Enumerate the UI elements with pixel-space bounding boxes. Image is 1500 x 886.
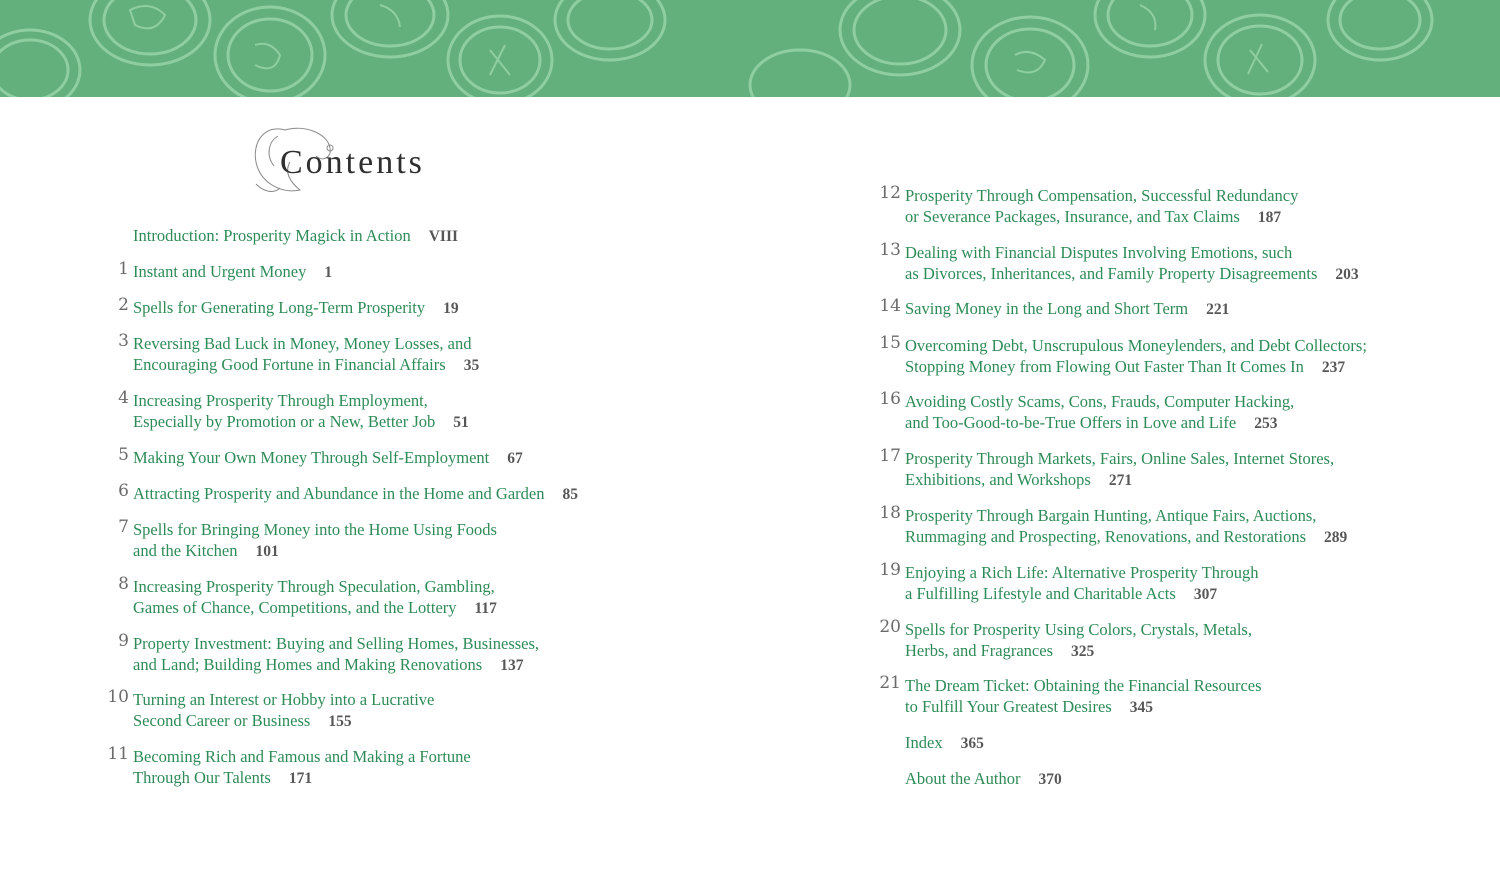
chapter-title bbox=[905, 768, 1062, 790]
chapter-title-line: Property Investment: Buying and Selling Homes, Businesses, bbox=[133, 634, 540, 653]
chapter-title-line: Attracting Prosperity and Abundance in the Home and Garden 85 bbox=[133, 484, 578, 503]
chapter-title-line: Spells for Generating Long-Term Prosperity 19 bbox=[133, 298, 459, 317]
chapter-number: 14 bbox=[879, 296, 901, 316]
chapter-title bbox=[133, 746, 471, 789]
chapter-number: 21 bbox=[879, 673, 901, 693]
chapter-number: 7 bbox=[118, 517, 129, 537]
page-number: 85 bbox=[562, 486, 578, 503]
chapter-title bbox=[133, 483, 578, 505]
chapter-title-line: About the Author 370 bbox=[905, 769, 1062, 788]
page-number: 325 bbox=[1070, 643, 1095, 660]
toc-entry bbox=[879, 296, 1230, 320]
chapter-title bbox=[133, 576, 497, 619]
page-number: 171 bbox=[288, 770, 313, 787]
toc-entry bbox=[118, 574, 497, 619]
chapter-number: 5 bbox=[118, 445, 129, 465]
chapter-title-line: or Severance Packages, Insurance, and Tax Claims 187 bbox=[905, 207, 1282, 226]
chapter-title-line: and Too-Good-to-be-True Offers in Love and Life 253 bbox=[905, 413, 1278, 432]
chapter-number: 11 bbox=[107, 744, 129, 764]
chapter-title-line: Overcoming Debt, Unscrupulous Moneylenders, and Debt Collectors; bbox=[905, 336, 1367, 355]
chapter-number: 2 bbox=[118, 295, 129, 315]
page-number: 370 bbox=[1038, 771, 1062, 788]
toc-entry bbox=[118, 259, 333, 283]
chapter-title-line: and the Kitchen 101 bbox=[133, 541, 279, 560]
chapter-title-line: Stopping Money from Flowing Out Faster Than It Comes In 237 bbox=[905, 357, 1346, 376]
chapter-number: 15 bbox=[879, 333, 901, 353]
chapter-title-line: to Fulfill Your Greatest Desires 345 bbox=[905, 697, 1153, 716]
chapter-number: 18 bbox=[879, 503, 901, 523]
toc-entry bbox=[879, 673, 1262, 718]
chapter-title bbox=[905, 675, 1262, 718]
chapter-title bbox=[905, 505, 1347, 548]
page-number: 51 bbox=[453, 414, 469, 431]
chapter-title-line: Prosperity Through Compensation, Successful Redundancy bbox=[905, 186, 1299, 205]
toc-entry bbox=[879, 560, 1259, 605]
chapter-title bbox=[133, 633, 539, 676]
toc-entry bbox=[107, 744, 471, 789]
page-number: 221 bbox=[1206, 301, 1230, 318]
chapter-title bbox=[133, 333, 479, 376]
chapter-title bbox=[133, 297, 459, 319]
chapter-number: 9 bbox=[118, 631, 129, 651]
page-number: 365 bbox=[960, 735, 984, 752]
toc-entry bbox=[879, 617, 1252, 662]
chapter-number: 4 bbox=[118, 388, 129, 408]
chapter-title bbox=[905, 562, 1258, 605]
page-number: 35 bbox=[463, 357, 480, 374]
chapter-title-line: Introduction: Prosperity Magick in Action VIII bbox=[133, 226, 459, 245]
chapter-title bbox=[133, 447, 523, 469]
chapter-title-line: Encouraging Good Fortune in Financial Affairs 35 bbox=[133, 355, 480, 374]
toc-entry bbox=[118, 295, 459, 319]
chapter-title bbox=[905, 732, 984, 754]
chapter-number: 3 bbox=[118, 331, 129, 351]
chapter-title bbox=[905, 619, 1252, 662]
chapter-number: 19 bbox=[879, 560, 901, 580]
chapter-title bbox=[905, 335, 1367, 378]
toc-entry bbox=[905, 768, 1062, 790]
chapter-number: 17 bbox=[879, 446, 901, 466]
page-number: 271 bbox=[1108, 472, 1133, 489]
toc-entry bbox=[118, 331, 480, 376]
chapter-title-line: Prosperity Through Bargain Hunting, Antique Fairs, Auctions, bbox=[905, 506, 1317, 525]
chapter-title-line: Turning an Interest or Hobby into a Lucrative bbox=[133, 690, 435, 709]
page-number: 345 bbox=[1129, 699, 1153, 716]
chapter-title-line: Games of Chance, Competitions, and the Lottery 117 bbox=[133, 598, 497, 617]
chapter-title bbox=[133, 689, 434, 732]
page-number: 117 bbox=[474, 600, 497, 617]
chapter-number: 12 bbox=[879, 183, 901, 203]
chapter-title bbox=[133, 519, 497, 562]
toc-entry bbox=[879, 446, 1335, 491]
chapter-title-line: Increasing Prosperity Through Speculation, Gambling, bbox=[133, 577, 495, 596]
chapter-title bbox=[905, 448, 1334, 491]
chapter-title-line: Index 365 bbox=[905, 733, 984, 752]
page-number: 137 bbox=[500, 657, 524, 674]
chapter-title bbox=[133, 261, 332, 283]
chapter-number: 16 bbox=[879, 389, 901, 409]
chapter-number: 8 bbox=[118, 574, 129, 594]
chapter-title-line: Prosperity Through Markets, Fairs, Online Sales, Internet Stores, bbox=[905, 449, 1335, 468]
chapter-number: 13 bbox=[879, 240, 901, 260]
chapter-number: 10 bbox=[107, 687, 129, 707]
page-number: 101 bbox=[255, 543, 279, 560]
chapter-number: 1 bbox=[118, 259, 129, 279]
chapter-title-line: Instant and Urgent Money 1 bbox=[133, 262, 333, 281]
chapter-title-line: Second Career or Business 155 bbox=[133, 711, 352, 730]
chapter-title-line: Through Our Talents 171 bbox=[133, 768, 313, 787]
page-number: 289 bbox=[1324, 529, 1348, 546]
chapter-title-line: Enjoying a Rich Life: Alternative Prosperity Through bbox=[905, 563, 1259, 582]
chapter-title-line: Saving Money in the Long and Short Term 221 bbox=[905, 299, 1230, 318]
page-number: 203 bbox=[1335, 266, 1359, 283]
page-number: 187 bbox=[1257, 209, 1282, 226]
chapter-title-line: and Land; Building Homes and Making Renovations 137 bbox=[133, 655, 524, 674]
chapter-title-line: Spells for Bringing Money into the Home Using Foods bbox=[133, 520, 497, 539]
toc-entry bbox=[118, 445, 523, 469]
chapter-title bbox=[905, 391, 1294, 434]
decorative-coin-banner bbox=[0, 0, 1500, 97]
chapter-title-line: Making Your Own Money Through Self-Employment 67 bbox=[133, 448, 523, 467]
page-number: 19 bbox=[443, 300, 459, 317]
page-number: 67 bbox=[507, 450, 523, 467]
toc-entry bbox=[879, 183, 1299, 228]
chapter-title-line: Avoiding Costly Scams, Cons, Frauds, Computer Hacking, bbox=[905, 392, 1295, 411]
chapter-title bbox=[905, 298, 1229, 320]
chapter-title bbox=[905, 185, 1298, 228]
chapter-title bbox=[133, 390, 469, 433]
toc-entry bbox=[118, 631, 540, 676]
page-number: VIII bbox=[428, 228, 459, 245]
chapter-title-line: Rummaging and Prospecting, Renovations, and Restorations 289 bbox=[905, 527, 1348, 546]
toc-entry bbox=[118, 388, 469, 433]
chapter-number: 6 bbox=[118, 481, 129, 501]
chapter-title-line: Especially by Promotion or a New, Better Job 51 bbox=[133, 412, 469, 431]
toc-entry bbox=[879, 333, 1367, 378]
chapter-title-line: Increasing Prosperity Through Employment, bbox=[133, 391, 428, 410]
page-number: 307 bbox=[1193, 586, 1218, 603]
chapter-title bbox=[133, 225, 458, 247]
chapter-title-line: The Dream Ticket: Obtaining the Financial Resources bbox=[905, 676, 1262, 695]
page-number: 237 bbox=[1321, 359, 1346, 376]
toc-entry bbox=[879, 240, 1359, 285]
chapter-title-line: Dealing with Financial Disputes Involving Emotions, such bbox=[905, 243, 1293, 262]
contents-heading bbox=[250, 122, 450, 200]
chapter-title-line: Reversing Bad Luck in Money, Money Losses, and bbox=[133, 334, 472, 353]
toc-entry bbox=[118, 481, 578, 505]
page-number: 155 bbox=[328, 713, 352, 730]
chapter-title-line: a Fulfilling Lifestyle and Charitable Acts 307 bbox=[905, 584, 1218, 603]
page-number: 1 bbox=[324, 264, 333, 281]
chapter-title bbox=[905, 242, 1359, 285]
chapter-number: 20 bbox=[879, 617, 901, 637]
toc-entry bbox=[879, 389, 1295, 434]
chapter-title-line: Herbs, and Fragrances 325 bbox=[905, 641, 1095, 660]
toc-entry bbox=[879, 503, 1348, 548]
toc-entry bbox=[905, 732, 984, 754]
coin-pattern-icon bbox=[0, 0, 1500, 97]
page-title: Contents bbox=[280, 144, 425, 181]
chapter-title-line: as Divorces, Inheritances, and Family Property Disagreements 203 bbox=[905, 264, 1359, 283]
toc-entry bbox=[107, 687, 435, 732]
chapter-title-line: Exhibitions, and Workshops 271 bbox=[905, 470, 1133, 489]
toc-entry bbox=[118, 517, 497, 562]
page-number: 253 bbox=[1254, 415, 1278, 432]
toc-entry bbox=[133, 225, 458, 247]
chapter-title-line: Becoming Rich and Famous and Making a Fortune bbox=[133, 747, 471, 766]
chapter-title-line: Spells for Prosperity Using Colors, Crystals, Metals, bbox=[905, 620, 1252, 639]
